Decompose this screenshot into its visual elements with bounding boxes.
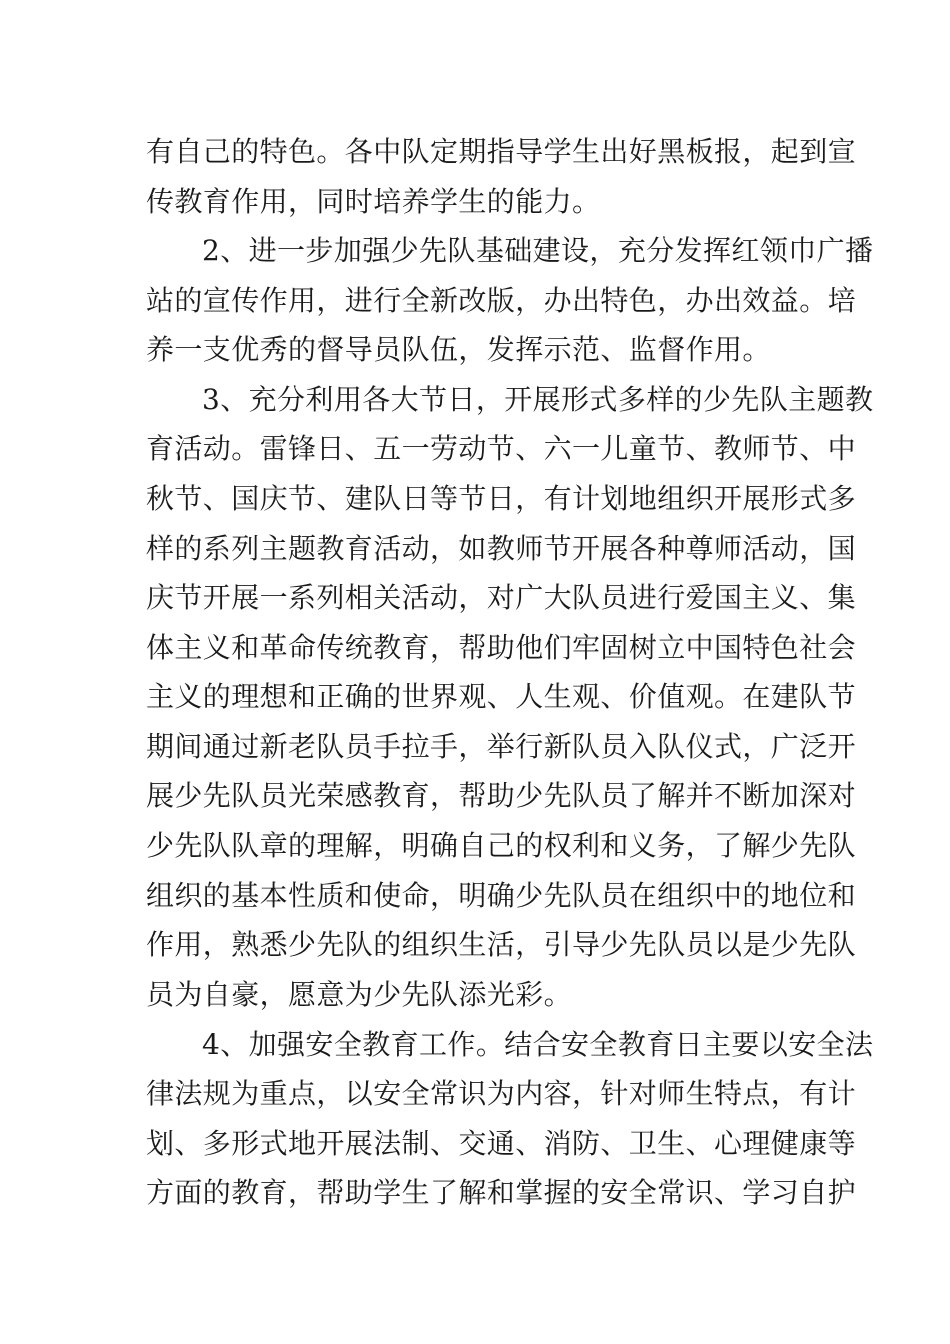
text-line: 主义的理想和正确的世界观、人生观、价值观。在建队节 [146,680,857,713]
text-line: 期间通过新老队员手拉手，举行新队员入队仪式，广泛开 [146,730,857,763]
text-line: 体主义和革命传统教育，帮助他们牢固树立中国特色社会 [146,631,857,664]
text-line: 有自己的特色。各中队定期指导学生出好黑板报，起到宣 [146,135,857,168]
text-line: 庆节开展一系列相关活动，对广大队员进行爱国主义、集 [146,581,857,614]
paragraph-3-start: 3、充分利用各大节日，开展形式多样的少先队主题教 [202,383,874,416]
text-line: 传教育作用，同时培养学生的能力。 [146,185,601,218]
text-line: 站的宣传作用，进行全新改版，办出特色，办出效益。培 [146,284,857,317]
text-line: 育活动。雷锋日、五一劳动节、六一儿童节、教师节、中 [146,432,857,465]
text-line: 秋节、国庆节、建队日等节日，有计划地组织开展形式多 [146,482,857,515]
paragraph-2-start: 2、进一步加强少先队基础建设，充分发挥红领巾广播 [202,234,874,267]
text-line: 方面的教育，帮助学生了解和掌握的安全常识、学习自护 [146,1176,857,1209]
text-line: 划、多形式地开展法制、交通、消防、卫生、心理健康等 [146,1127,857,1160]
text-line: 养一支优秀的督导员队伍，发挥示范、监督作用。 [146,333,771,366]
text-line: 少先队队章的理解，明确自己的权利和义务，了解少先队 [146,829,857,862]
text-line: 样的系列主题教育活动，如教师节开展各种尊师活动，国 [146,532,857,565]
paragraph-4-start: 4、加强安全教育工作。结合安全教育日主要以安全法 [202,1028,874,1061]
text-line: 作用，熟悉少先队的组织生活，引导少先队员以是少先队 [146,928,857,961]
text-line: 员为自豪，愿意为少先队添光彩。 [146,978,573,1011]
text-line: 展少先队员光荣感教育，帮助少先队员了解并不断加深对 [146,779,857,812]
text-line: 组织的基本性质和使命，明确少先队员在组织中的地位和 [146,879,857,912]
text-line: 律法规为重点，以安全常识为内容，针对师生特点，有计 [146,1077,857,1110]
